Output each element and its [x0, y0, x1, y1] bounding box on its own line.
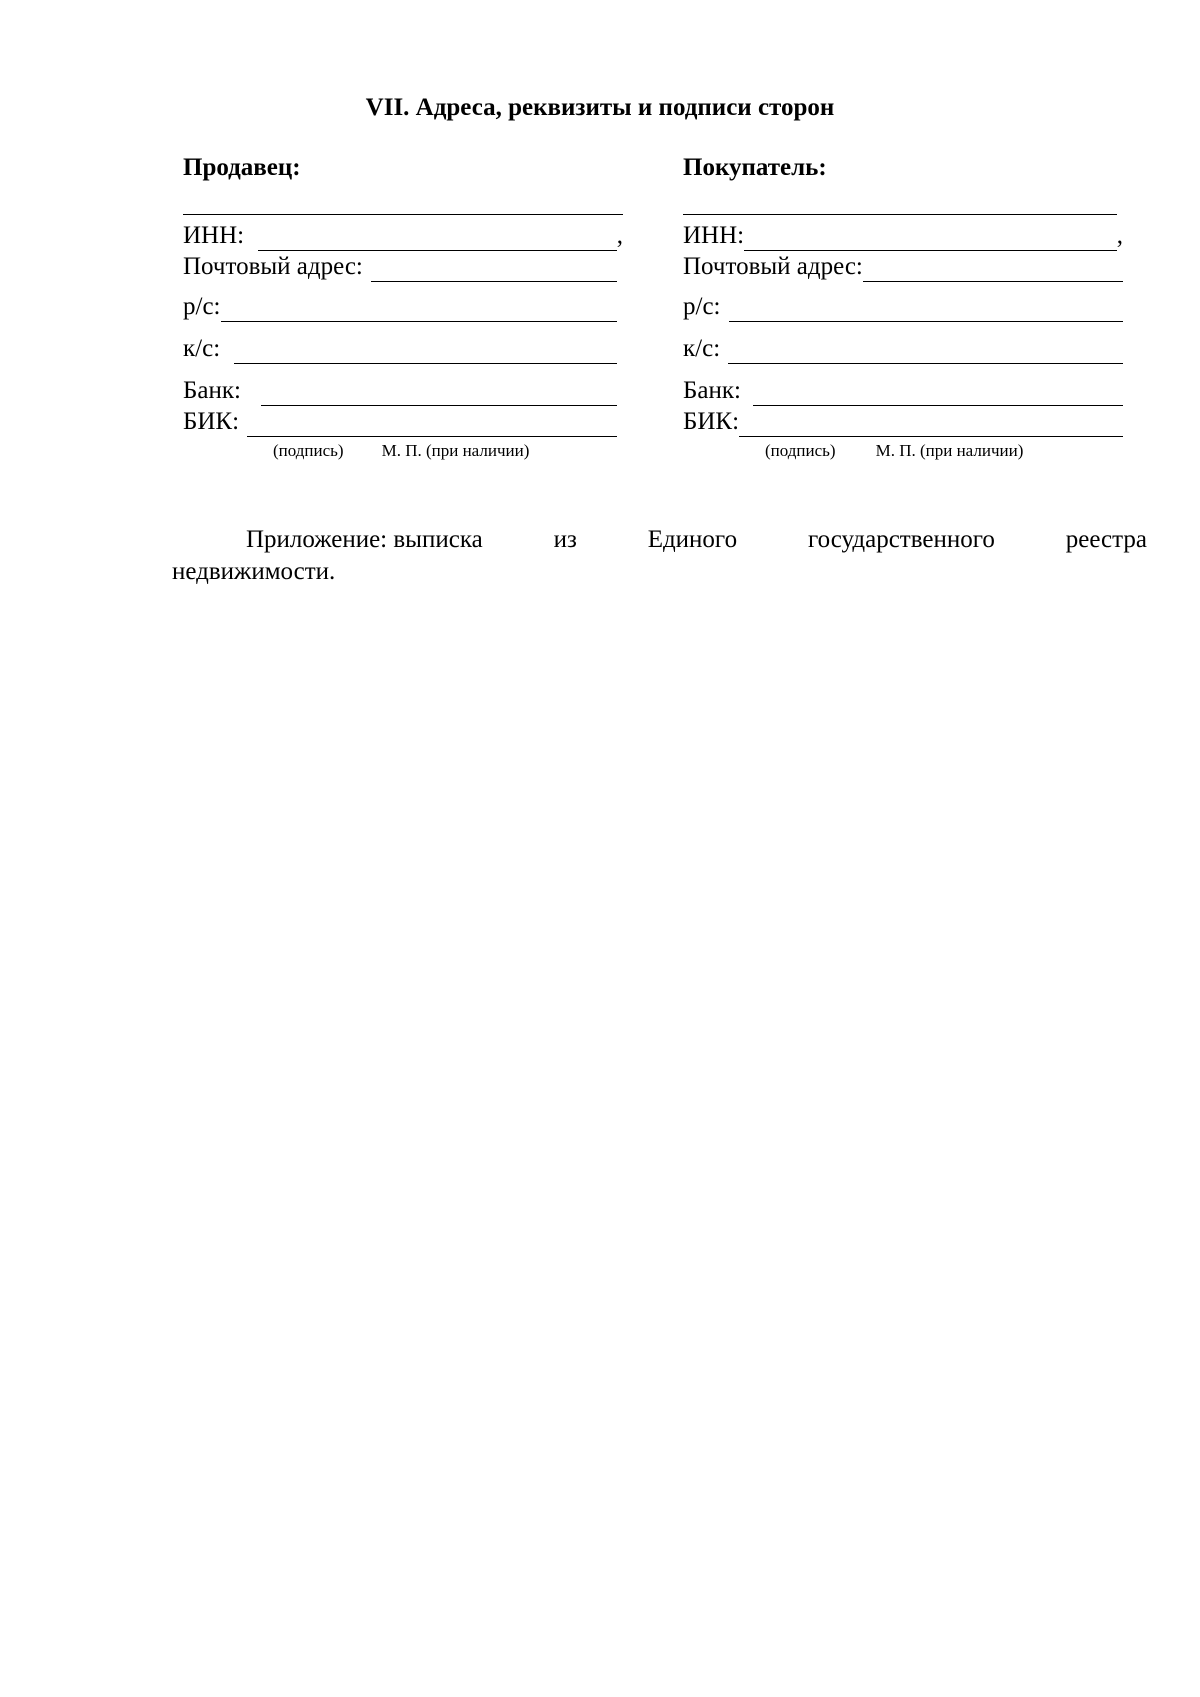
- buyer-rs-field: [683, 292, 1123, 322]
- buyer-rs-blank: [729, 299, 1124, 322]
- appendix-word-3: Единого: [647, 526, 738, 553]
- buyer-bank-field: [683, 376, 1123, 406]
- buyer-rs-label: р/с:: [683, 293, 721, 320]
- buyer-bank-blank: [753, 383, 1123, 406]
- buyer-signature-label: (подпись): [765, 441, 836, 460]
- appendix-word-1: Приложение: выписка: [246, 526, 483, 553]
- buyer-ks-blank: [728, 341, 1123, 364]
- seller-heading: Продавец:: [183, 154, 301, 181]
- seller-stamp-label: М. П. (при наличии): [381, 441, 530, 460]
- buyer-address-blank: [863, 259, 1123, 282]
- seller-ks-field: [183, 334, 623, 364]
- buyer-name-line: [683, 214, 1117, 215]
- appendix-line-2: недвижимости.: [172, 558, 336, 585]
- buyer-address-label: Почтовый адрес:: [683, 253, 863, 280]
- buyer-heading: Покупатель:: [683, 154, 827, 181]
- buyer-block: [683, 152, 1123, 462]
- seller-ks-blank: [234, 341, 617, 364]
- buyer-bik-label: БИК:: [683, 408, 740, 435]
- seller-signature-row: [183, 440, 623, 462]
- seller-rs-blank: [221, 299, 618, 322]
- seller-inn-blank: [258, 228, 617, 251]
- buyer-inn-label: ИНН:: [683, 222, 745, 249]
- section-title: VII. Адреса, реквизиты и подписи сторон: [365, 94, 835, 121]
- appendix-paragraph: [172, 524, 1147, 588]
- seller-block: [183, 152, 623, 462]
- seller-ks-label: к/с:: [183, 335, 221, 362]
- seller-inn-tail: ,: [616, 222, 623, 249]
- seller-signature-label: (подпись): [273, 441, 344, 460]
- seller-bank-blank: [261, 383, 617, 406]
- buyer-inn-tail: ,: [1116, 222, 1123, 249]
- buyer-ks-label: к/с:: [683, 335, 721, 362]
- buyer-ks-field: [683, 334, 1123, 364]
- seller-name-line: [183, 214, 623, 215]
- seller-bik-blank: [247, 414, 617, 437]
- seller-bank-label: Банк:: [183, 377, 241, 404]
- buyer-stamp-label: М. П. (при наличии): [875, 441, 1024, 460]
- buyer-signature-row: [683, 440, 1123, 462]
- appendix-word-2: из: [553, 526, 577, 553]
- appendix-word-4: государственного: [807, 526, 995, 553]
- buyer-address-field: [683, 252, 1123, 282]
- seller-inn-label: ИНН:: [183, 222, 245, 249]
- seller-address-field: [183, 252, 623, 282]
- appendix-word-5: реестра: [1065, 526, 1147, 553]
- seller-address-blank: [371, 259, 617, 282]
- buyer-bik-field: [683, 407, 1123, 437]
- seller-rs-label: р/с:: [183, 293, 221, 320]
- buyer-bik-blank: [739, 414, 1123, 437]
- seller-bik-label: БИК:: [183, 408, 240, 435]
- seller-bank-field: [183, 376, 623, 406]
- buyer-inn-field: [683, 221, 1123, 251]
- appendix-line-1: [172, 524, 1147, 556]
- seller-inn-field: [183, 221, 623, 251]
- seller-address-label: Почтовый адрес:: [183, 253, 363, 280]
- buyer-bank-label: Банк:: [683, 377, 741, 404]
- seller-bik-field: [183, 407, 623, 437]
- seller-rs-field: [183, 292, 623, 322]
- buyer-inn-blank: [744, 228, 1117, 251]
